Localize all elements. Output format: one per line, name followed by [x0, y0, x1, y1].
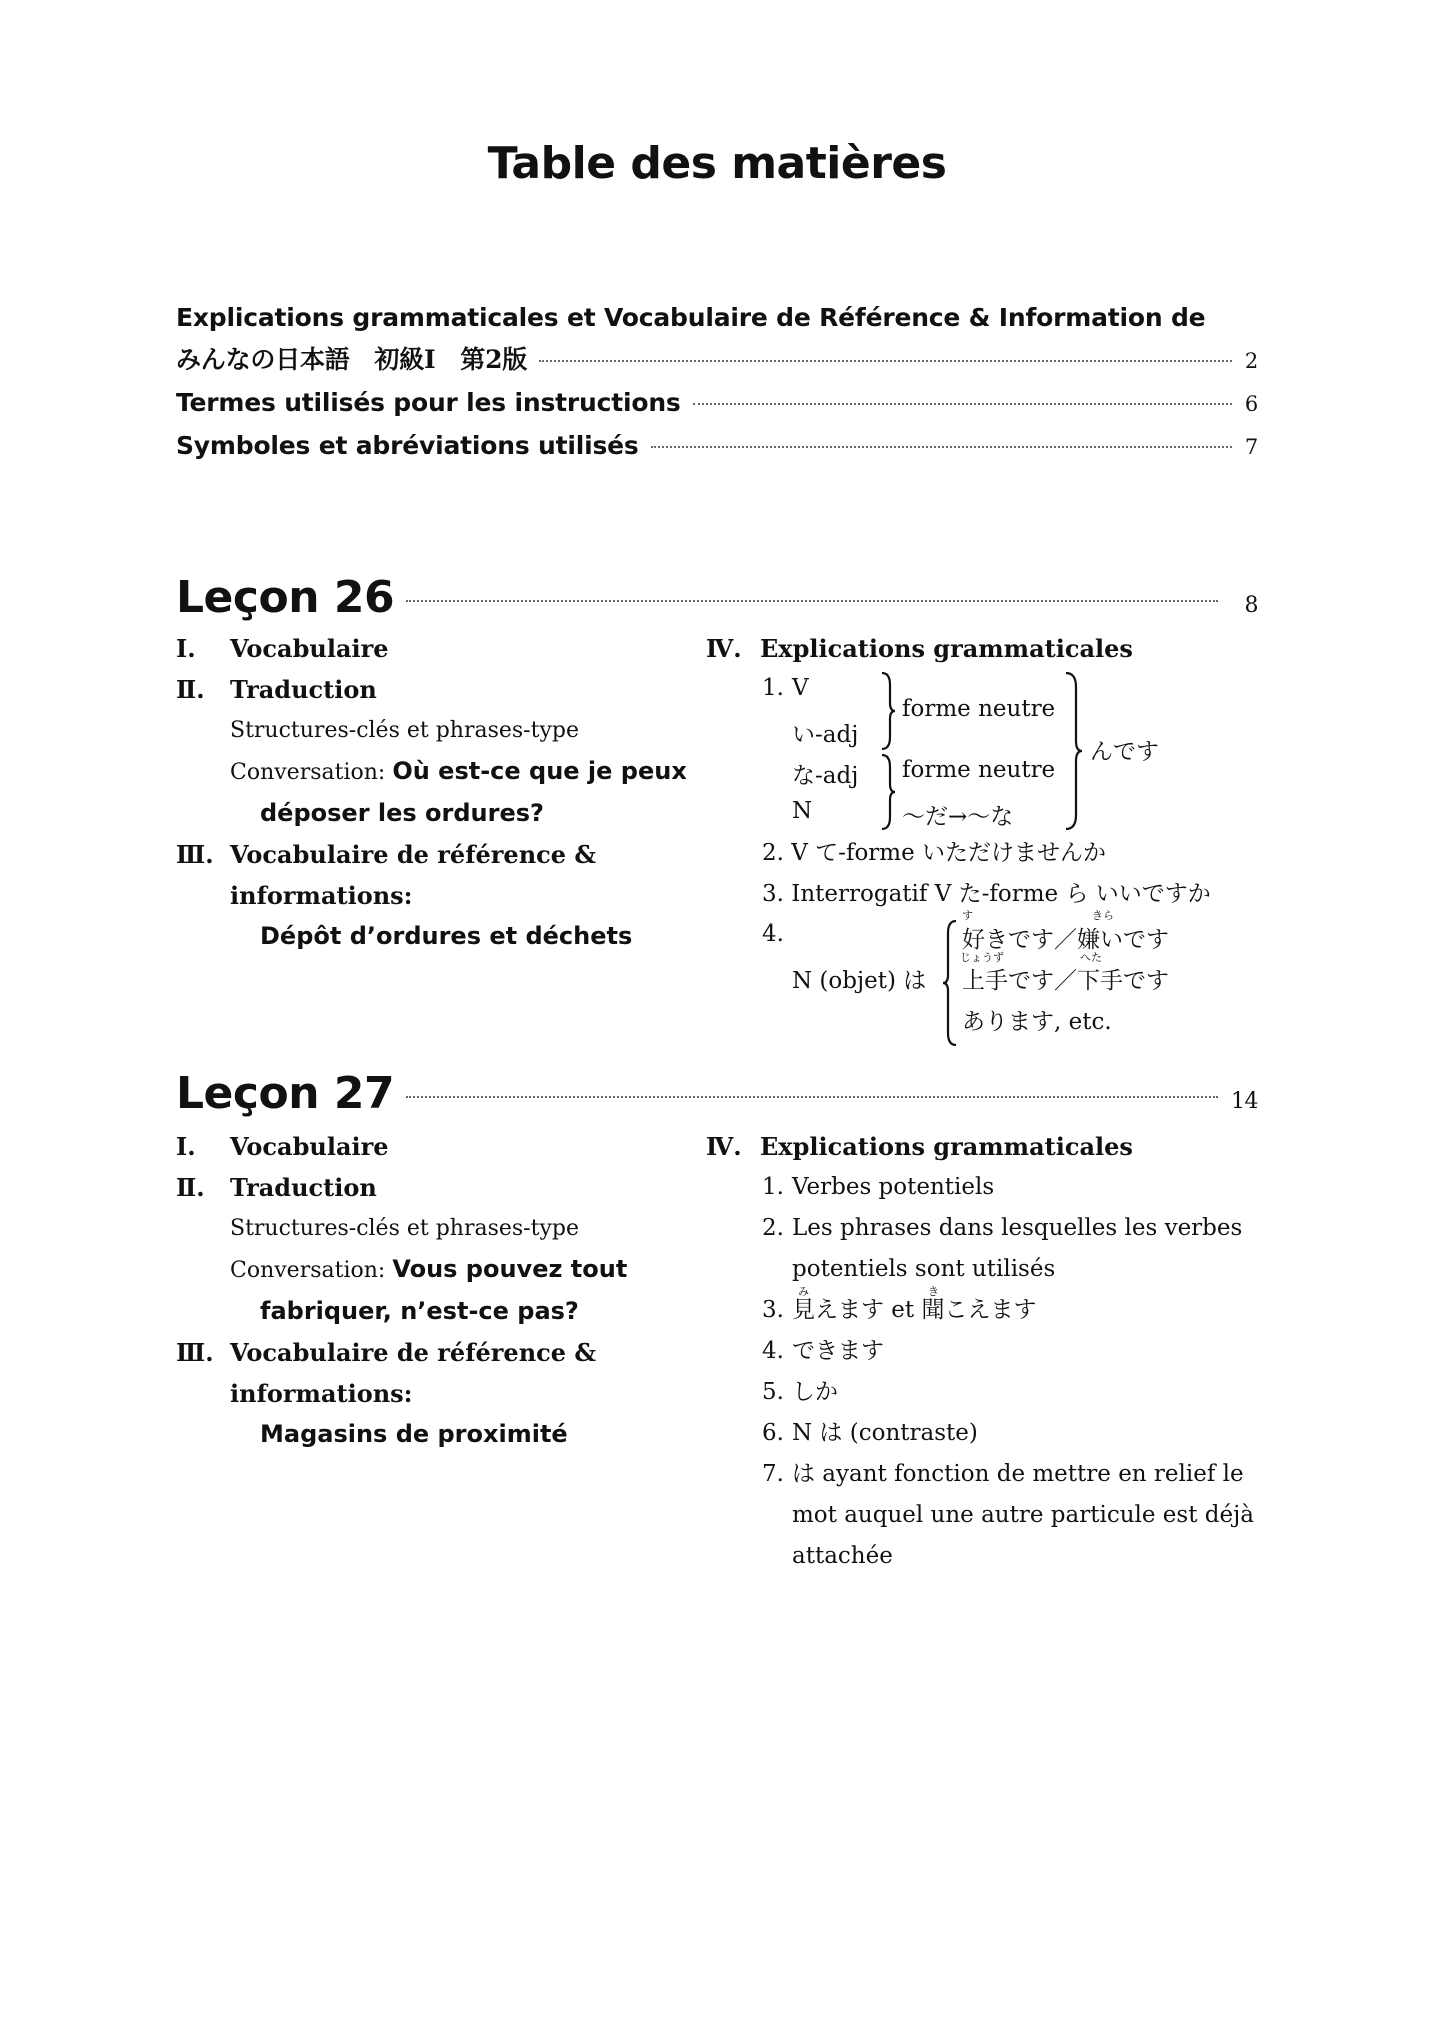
toc-entry-title: みんなの日本語 初級Ⅰ 第2版: [176, 345, 528, 374]
section-label-cont: informations:: [230, 1379, 413, 1408]
reference-title: Magasins de proximité: [260, 1420, 568, 1448]
item-number: 6.: [762, 1420, 784, 1446]
item-text: mot auquel une autre particule est déjà: [792, 1502, 1254, 1528]
item-text: しか: [792, 1379, 838, 1405]
lesson-26-left-column: [176, 628, 736, 957]
section-label-cont: informations:: [230, 881, 413, 910]
item-text: Verbes potentiels: [792, 1174, 995, 1200]
page-number: 6: [1244, 392, 1258, 416]
lesson-26-right-column: [706, 628, 1286, 1048]
grammar-item-4[interactable]: [762, 909, 1282, 1050]
grammar-item-3[interactable]: 3. Interrogatif V た-forme ら いいですか: [762, 881, 1211, 907]
grammar-item[interactable]: [706, 1208, 1286, 1249]
roman-numeral: Ⅰ.: [176, 1132, 196, 1161]
page-number: 7: [1244, 435, 1258, 459]
option-arimasu: あります, etc.: [962, 1009, 1112, 1035]
conversation-title-cont: déposer les ordures?: [260, 799, 544, 827]
section-label: Traduction: [230, 1173, 377, 1202]
toc-intro-line1: Explications grammaticales et Vocabulaire de Référence & Information de: [176, 303, 1206, 332]
lesson-27-heading[interactable]: [176, 1068, 1258, 1119]
grammar-item-2[interactable]: 2. V て-forme いただけませんか: [762, 840, 1107, 866]
section-vocabulaire[interactable]: [176, 628, 736, 669]
reference-title: Dépôt d’ordures et déchets: [260, 922, 633, 950]
conversation-title: Vous pouvez tout: [392, 1255, 628, 1283]
item-text: N は (contraste): [792, 1420, 978, 1446]
grammar-item[interactable]: [706, 1331, 1286, 1372]
item-number: 4.: [762, 921, 784, 947]
item-number: 1.: [762, 1174, 784, 1200]
page-title: Table des matières: [487, 138, 947, 189]
grammar-item[interactable]: [706, 1413, 1286, 1454]
form-na-adj: な-adj: [792, 763, 859, 789]
toc-entry-intro[interactable]: [176, 339, 1258, 382]
subsection-structures: Structures-clés et phrases-type: [230, 718, 579, 743]
toc-entry-terms[interactable]: [176, 382, 1258, 425]
leader-dots: [406, 1096, 1218, 1098]
item-number: 2.: [762, 1215, 784, 1241]
section-label: Vocabulaire: [230, 1132, 389, 1161]
leader-dots: [693, 403, 1232, 405]
roman-numeral: Ⅲ.: [176, 1338, 214, 1367]
item-text: できます: [792, 1338, 884, 1364]
subsection-conversation: [176, 1249, 736, 1291]
section-label: Explications grammaticales: [760, 634, 1133, 663]
lesson-27-right-column: [706, 1126, 1286, 1577]
ruby-text: き: [928, 1285, 939, 1298]
form-n: N: [792, 798, 813, 824]
forme-neutre-label: forme neutre: [902, 696, 1056, 722]
item-text: attachée: [792, 1543, 893, 1569]
leader-dots: [406, 600, 1218, 602]
section-traduction[interactable]: [176, 669, 736, 710]
item-number: 3.: [762, 1297, 784, 1323]
toc-intro: [176, 297, 1258, 468]
brace-icon: [1064, 671, 1084, 831]
lesson-26-heading[interactable]: [176, 572, 1258, 623]
toc-entry-title: Symboles et abréviations utilisés: [176, 431, 639, 460]
conversation-title-cont: fabriquer, n’est-ce pas?: [260, 1297, 579, 1325]
leader-dots: [651, 446, 1232, 448]
roman-numeral: Ⅱ.: [176, 675, 205, 704]
roman-numeral: Ⅲ.: [176, 840, 214, 869]
option-suki-kirai: 好きです／嫌いです: [962, 927, 1169, 953]
ruby-text: へた: [1080, 951, 1102, 964]
option-jouzu-heta: 上手です／下手です: [962, 968, 1169, 994]
section-traduction[interactable]: [176, 1167, 736, 1208]
ruby-text: み: [798, 1285, 809, 1298]
grammar-list: [706, 1167, 1286, 1577]
section-label: Vocabulaire: [230, 634, 389, 663]
section-vocabulaire[interactable]: [176, 1126, 736, 1167]
grammar-item[interactable]: [706, 1167, 1286, 1208]
n-objet-label: N (objet) は: [792, 968, 927, 994]
item-text: は ayant fonction de mettre en relief le: [792, 1461, 1244, 1487]
grammar-item-cont: [706, 1249, 1286, 1290]
toc-entry-title: Termes utilisés pour les instructions: [176, 388, 681, 417]
section-label: Traduction: [230, 675, 377, 704]
leader-dots: [539, 360, 1232, 362]
section-label: Vocabulaire de référence &: [230, 840, 597, 869]
lesson-title: Leçon 27: [176, 1068, 395, 1119]
ruby-text: きら: [1092, 909, 1114, 922]
conversation-label: Conversation:: [230, 760, 393, 785]
subsection-conversation: [176, 751, 736, 793]
page-number: 14: [1231, 1089, 1258, 1114]
item-number: 7.: [762, 1461, 784, 1487]
item-number: 1.: [762, 675, 784, 701]
item-text: 見えます et 聞こえます: [792, 1297, 1037, 1323]
grammar-item-cont: [706, 1536, 1286, 1577]
roman-numeral: Ⅳ.: [706, 1132, 742, 1161]
item-text: potentiels sont utilisés: [792, 1256, 1056, 1282]
grammar-item-1[interactable]: [762, 669, 1282, 833]
conversation-label: Conversation:: [230, 1258, 393, 1283]
roman-numeral: Ⅰ.: [176, 634, 196, 663]
section-label: Explications grammaticales: [760, 1132, 1133, 1161]
lesson-title: Leçon 26: [176, 572, 395, 623]
ndesu-label: んです: [1090, 739, 1159, 765]
form-v: V: [792, 675, 809, 701]
roman-numeral: Ⅱ.: [176, 1173, 205, 1202]
item-text: Les phrases dans lesquelles les verbes: [792, 1215, 1243, 1241]
lesson-27-left-column: [176, 1126, 736, 1455]
brace-icon: [880, 753, 896, 831]
page-number: 8: [1244, 593, 1258, 618]
toc-entry-symbols[interactable]: [176, 425, 1258, 468]
ruby-text: す: [962, 909, 973, 922]
brace-icon: [942, 919, 958, 1047]
brace-icon: [880, 671, 896, 751]
subsection-structures: Structures-clés et phrases-type: [230, 1216, 579, 1241]
page-number: 2: [1244, 349, 1258, 373]
item-number: 5.: [762, 1379, 784, 1405]
grammar-item[interactable]: [706, 1454, 1286, 1495]
form-i-adj: い-adj: [792, 722, 859, 748]
conversation-title: Où est-ce que je peux: [392, 757, 687, 785]
section-explications[interactable]: [706, 628, 1286, 669]
roman-numeral: Ⅳ.: [706, 634, 742, 663]
section-vocab-reference[interactable]: [176, 1332, 736, 1373]
grammar-item[interactable]: [706, 1285, 1286, 1331]
item-number: 4.: [762, 1338, 784, 1364]
grammar-item[interactable]: [706, 1372, 1286, 1413]
section-vocab-reference[interactable]: [176, 834, 736, 875]
grammar-item-cont: [706, 1495, 1286, 1536]
ruby-text: じょうず: [960, 951, 1004, 964]
section-label: Vocabulaire de référence &: [230, 1338, 597, 1367]
section-explications[interactable]: [706, 1126, 1286, 1167]
forme-neutre-label: forme neutre: [902, 757, 1056, 783]
da-to-na-label: ～だ→～な: [902, 804, 1014, 830]
